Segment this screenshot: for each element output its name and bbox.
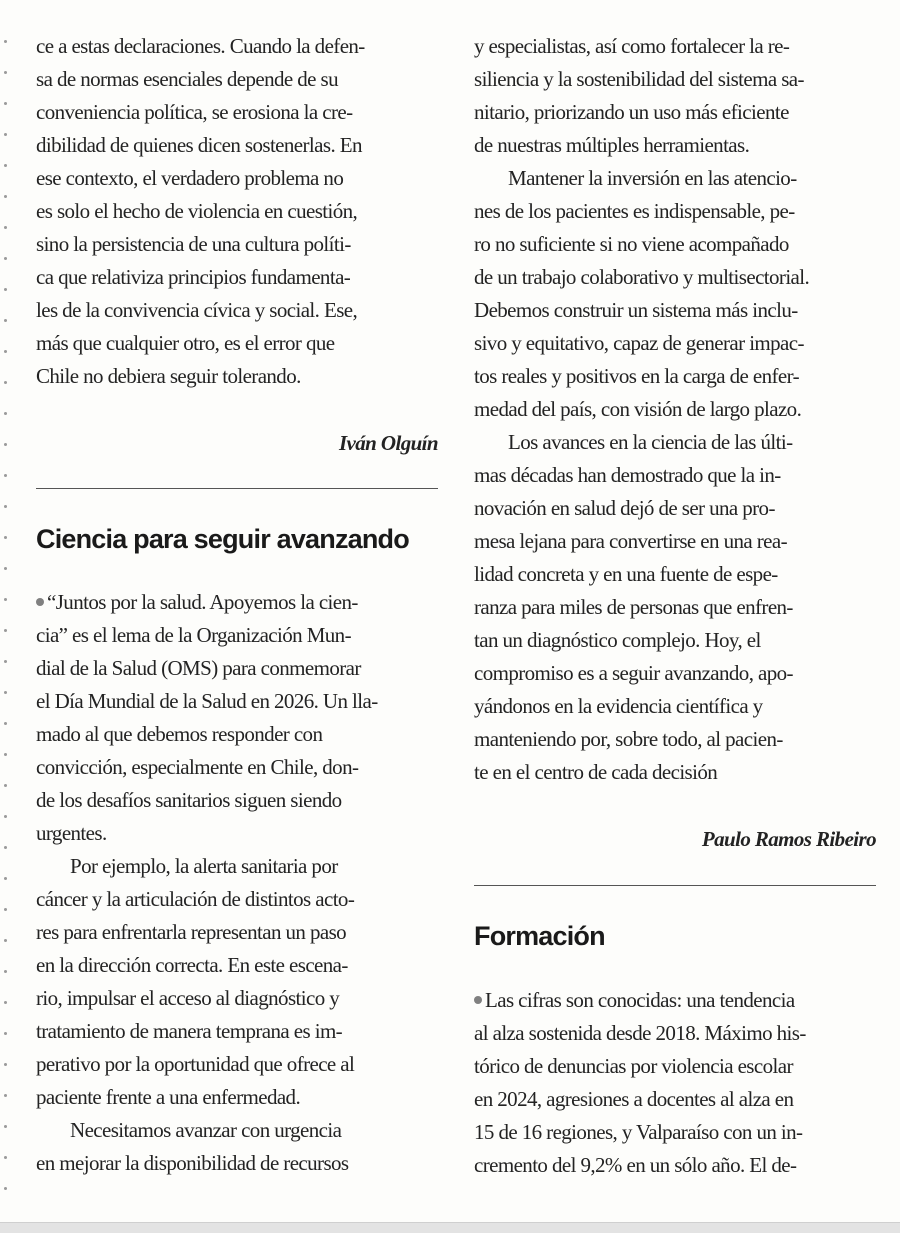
divider-rule <box>474 885 876 886</box>
bullet-icon <box>36 598 44 606</box>
text-line: ranza para miles de personas que enfren- <box>474 595 793 619</box>
gutter-dot <box>4 1187 7 1190</box>
gutter-dot <box>4 691 7 694</box>
text-line: mesa lejana para convertirse en una rea- <box>474 529 787 553</box>
text-line: y especialistas, así como fortalecer la re- <box>474 34 790 58</box>
gutter-dot <box>4 226 7 229</box>
gutter-dot <box>4 288 7 291</box>
divider-rule <box>36 488 438 489</box>
gutter-dot <box>4 164 7 167</box>
text-line: yándonos en la evidencia científica y <box>474 694 763 718</box>
text-line: compromiso es a seguir avanzando, apo- <box>474 661 793 685</box>
gutter-dot <box>4 536 7 539</box>
gutter-dot <box>4 412 7 415</box>
gutter-dot <box>4 1094 7 1097</box>
text-line: ce a estas declaraciones. Cuando la defen- <box>36 34 365 58</box>
text-line: perativo por la oportunidad que ofrece al <box>36 1052 355 1076</box>
text-line: paciente frente a una enfermedad. <box>36 1085 301 1109</box>
text-line: ro no suficiente si no viene acompañado <box>474 232 789 256</box>
gutter-dot <box>4 1032 7 1035</box>
text-line: medad del país, con visión de largo plazo. <box>474 397 802 421</box>
text-line: Necesitamos avanzar con urgencia <box>70 1118 342 1142</box>
gutter-dot <box>4 319 7 322</box>
letter-2-signature: Paulo Ramos Ribeiro <box>701 827 876 851</box>
text-line: nes de los pacientes es indispensable, pe- <box>474 199 795 223</box>
gutter-dot <box>4 567 7 570</box>
gutter-dot <box>4 939 7 942</box>
text-line: te en el centro de cada decisión <box>474 760 718 784</box>
text-line <box>474 984 876 1017</box>
letter-2-paragraph-1 <box>36 586 438 850</box>
gutter-dot <box>4 629 7 632</box>
gutter-dot <box>4 1001 7 1004</box>
gutter-dot <box>4 257 7 260</box>
text-line: al alza sostenida desde 2018. Máximo his- <box>474 1021 806 1045</box>
letter-2-paragraph-3-continued <box>474 30 876 162</box>
gutter-dot <box>4 815 7 818</box>
letter-2-paragraph-3 <box>36 1114 438 1180</box>
text-line-content: Las cifras son conocidas: una tendencia <box>485 988 795 1012</box>
letter-2-paragraph-2 <box>36 850 438 1114</box>
gutter-dot <box>4 1063 7 1066</box>
text-line: mas décadas han demostrado que la in- <box>474 463 781 487</box>
headline-ciencia: Ciencia para seguir avanzando <box>36 524 409 554</box>
text-line: cia” es el lema de la Organización Mun- <box>36 623 351 647</box>
gutter-dot <box>4 660 7 663</box>
letter-2-paragraph-4 <box>474 162 876 426</box>
text-line: tos reales y positivos en la carga de enfer- <box>474 364 799 388</box>
letter-1-signature: Iván Olguín <box>338 431 438 455</box>
text-line: rio, impulsar el acceso al diagnóstico y <box>36 986 340 1010</box>
text-line: conveniencia política, se erosiona la cre- <box>36 100 353 124</box>
text-line: tratamiento de manera temprana es im- <box>36 1019 343 1043</box>
bullet-icon <box>474 996 482 1004</box>
text-line: mado al que debemos responder con <box>36 722 323 746</box>
text-line: el Día Mundial de la Salud en 2026. Un lla- <box>36 689 378 713</box>
text-line: Mantener la inversión en las atencio- <box>508 166 797 190</box>
text-line: Por ejemplo, la alerta sanitaria por <box>70 854 338 878</box>
gutter-dot <box>4 598 7 601</box>
gutter-dot <box>4 877 7 880</box>
gutter-dot <box>4 970 7 973</box>
gutter-dot <box>4 753 7 756</box>
text-line: convicción, especialmente en Chile, don- <box>36 755 359 779</box>
text-line: siliencia y la sostenibilidad del sistema sa- <box>474 67 804 91</box>
gutter-dot <box>4 784 7 787</box>
gutter-dot <box>4 474 7 477</box>
text-line <box>36 586 438 619</box>
gutter-dot <box>4 1156 7 1159</box>
gutter-dot <box>4 350 7 353</box>
right-column <box>474 30 876 1182</box>
gutter-dot <box>4 1125 7 1128</box>
letter-1-tail <box>36 30 438 393</box>
text-line: es solo el hecho de violencia en cuestión, <box>36 199 358 223</box>
gutter-dot <box>4 71 7 74</box>
text-line: manteniendo por, sobre todo, al pacien- <box>474 727 783 751</box>
gutter-dots <box>0 0 10 1232</box>
text-line: Debemos construir un sistema más inclu- <box>474 298 798 322</box>
text-line: tan un diagnóstico complejo. Hoy, el <box>474 628 761 652</box>
text-line: cáncer y la articulación de distintos acto- <box>36 887 355 911</box>
gutter-dot <box>4 102 7 105</box>
text-line: cremento del 9,2% en un sólo año. El de- <box>474 1153 797 1177</box>
gutter-dot <box>4 381 7 384</box>
text-line: res para enfrentarla representan un paso <box>36 920 347 944</box>
text-line-content: “Juntos por la salud. Apoyemos la cien- <box>47 590 358 614</box>
gutter-dot <box>4 722 7 725</box>
text-line: les de la convivencia cívica y social. Ese, <box>36 298 358 322</box>
text-line: en la dirección correcta. En este escena- <box>36 953 348 977</box>
text-line: de nuestras múltiples herramientas. <box>474 133 750 157</box>
letter-3-paragraph-1 <box>474 984 876 1182</box>
text-line: Los avances en la ciencia de las últi- <box>508 430 793 454</box>
text-line: tórico de denuncias por violencia escolar <box>474 1054 793 1078</box>
text-line: nitario, priorizando un uso más eficiente <box>474 100 789 124</box>
text-line: de los desafíos sanitarios siguen siendo <box>36 788 342 812</box>
text-line: en 2024, agresiones a docentes al alza en <box>474 1087 794 1111</box>
text-line: novación en salud dejó de ser una pro- <box>474 496 775 520</box>
headline-formacion: Formación <box>474 921 605 951</box>
text-line: dibilidad de quienes dicen sostenerlas. En <box>36 133 362 157</box>
text-line: lidad concreta y en una fuente de espe- <box>474 562 778 586</box>
text-line: de un trabajo colaborativo y multisectorial. <box>474 265 810 289</box>
gutter-dot <box>4 908 7 911</box>
text-line: sa de normas esenciales depende de su <box>36 67 339 91</box>
text-line: dial de la Salud (OMS) para conmemorar <box>36 656 361 680</box>
gutter-dot <box>4 133 7 136</box>
text-line: ese contexto, el verdadero problema no <box>36 166 344 190</box>
letter-2-paragraph-5 <box>474 426 876 789</box>
page-bottom-edge <box>0 1222 900 1233</box>
text-line: en mejorar la disponibilidad de recursos <box>36 1151 349 1175</box>
left-column <box>36 30 438 1180</box>
text-line: urgentes. <box>36 821 107 845</box>
text-line: ca que relativiza principios fundamenta- <box>36 265 351 289</box>
text-line: sivo y equitativo, capaz de generar impac- <box>474 331 804 355</box>
text-line: Chile no debiera seguir tolerando. <box>36 364 301 388</box>
gutter-dot <box>4 505 7 508</box>
text-line: más que cualquier otro, es el error que <box>36 331 335 355</box>
gutter-dot <box>4 40 7 43</box>
text-line: 15 de 16 regiones, y Valparaíso con un in- <box>474 1120 803 1144</box>
text-line: sino la persistencia de una cultura políti- <box>36 232 351 256</box>
gutter-dot <box>4 195 7 198</box>
gutter-dot <box>4 443 7 446</box>
gutter-dot <box>4 846 7 849</box>
